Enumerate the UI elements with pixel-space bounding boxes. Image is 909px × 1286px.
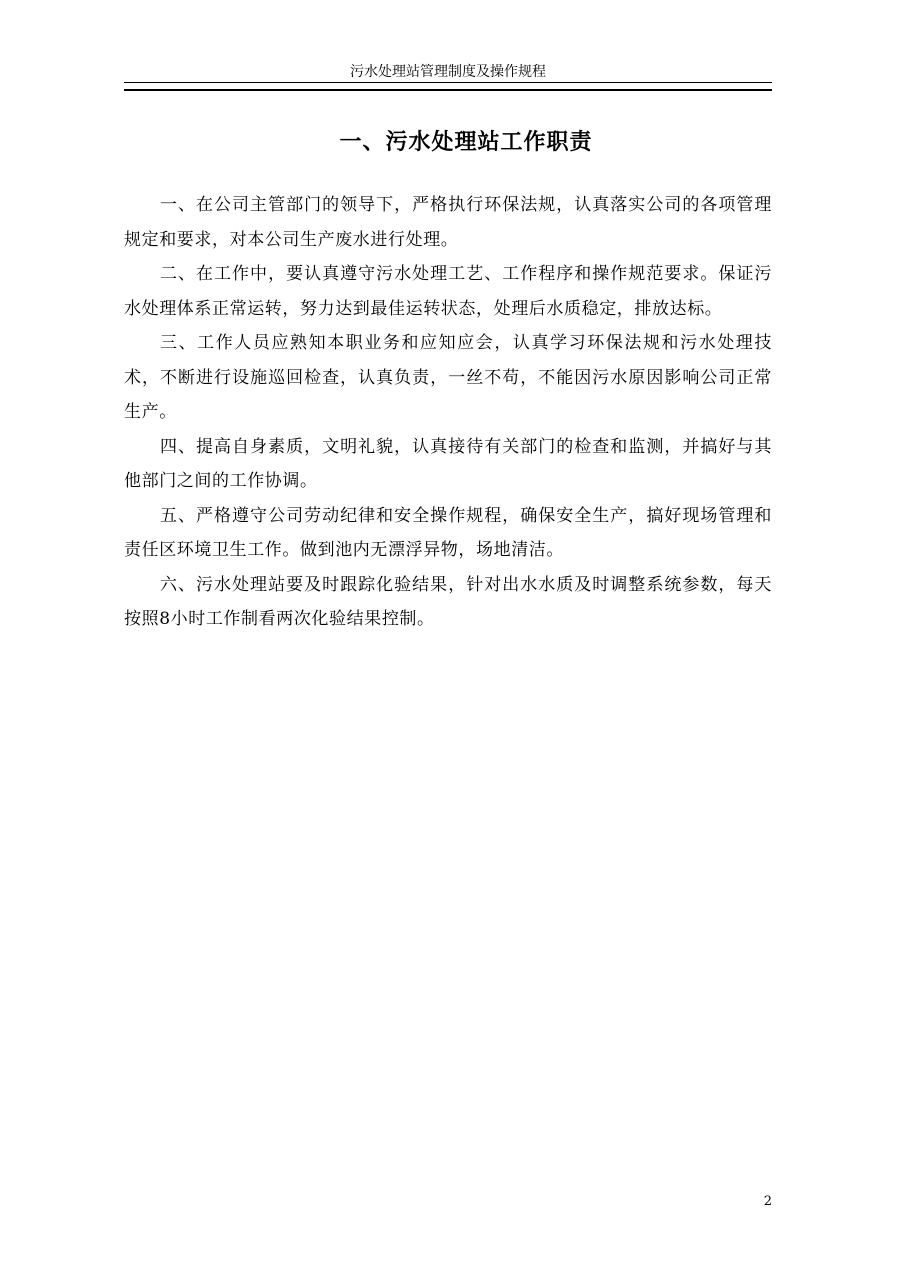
- paragraph-4: 四、提高自身素质，文明礼貌，认真接待有关部门的检查和监测，并搞好与其他部门之间的工作协调。: [124, 436, 772, 491]
- running-header: 污水处理站管理制度及操作规程: [350, 64, 546, 80]
- paragraph-5: 五、严格遵守公司劳动纪律和安全操作规程，确保安全生产，搞好现场管理和责任区环境卫生工作。做到池内无漂浮异物，场地清洁。: [124, 505, 772, 560]
- header-rule-thin: [124, 82, 772, 83]
- document-body: [124, 188, 772, 637]
- header-rule-thick: [124, 89, 772, 91]
- page-number: 2: [763, 1194, 772, 1209]
- paragraph-6: 六、污水处理站要及时跟踪化验结果，针对出水水质及时调整系统参数，每天按照8小时工作制看两次化验结果控制。: [124, 574, 772, 629]
- paragraph-1: 一、在公司主管部门的领导下，严格执行环保法规，认真落实公司的各项管理规定和要求，对本公司生产废水进行处理。: [124, 195, 772, 250]
- paragraph-3: 三、工作人员应熟知本职业务和应知应会，认真学习环保法规和污水处理技术，不断进行设施巡回检查，认真负责，一丝不苟，不能因污水原因影响公司正常生产。: [124, 333, 772, 422]
- section-title: 一、污水处理站工作职责: [339, 130, 593, 155]
- paragraph-2: 二、在工作中，要认真遵守污水处理工艺、工作程序和操作规范要求。保证污水处理体系正常运转，努力达到最佳运转状态，处理后水质稳定，排放达标。: [124, 264, 772, 319]
